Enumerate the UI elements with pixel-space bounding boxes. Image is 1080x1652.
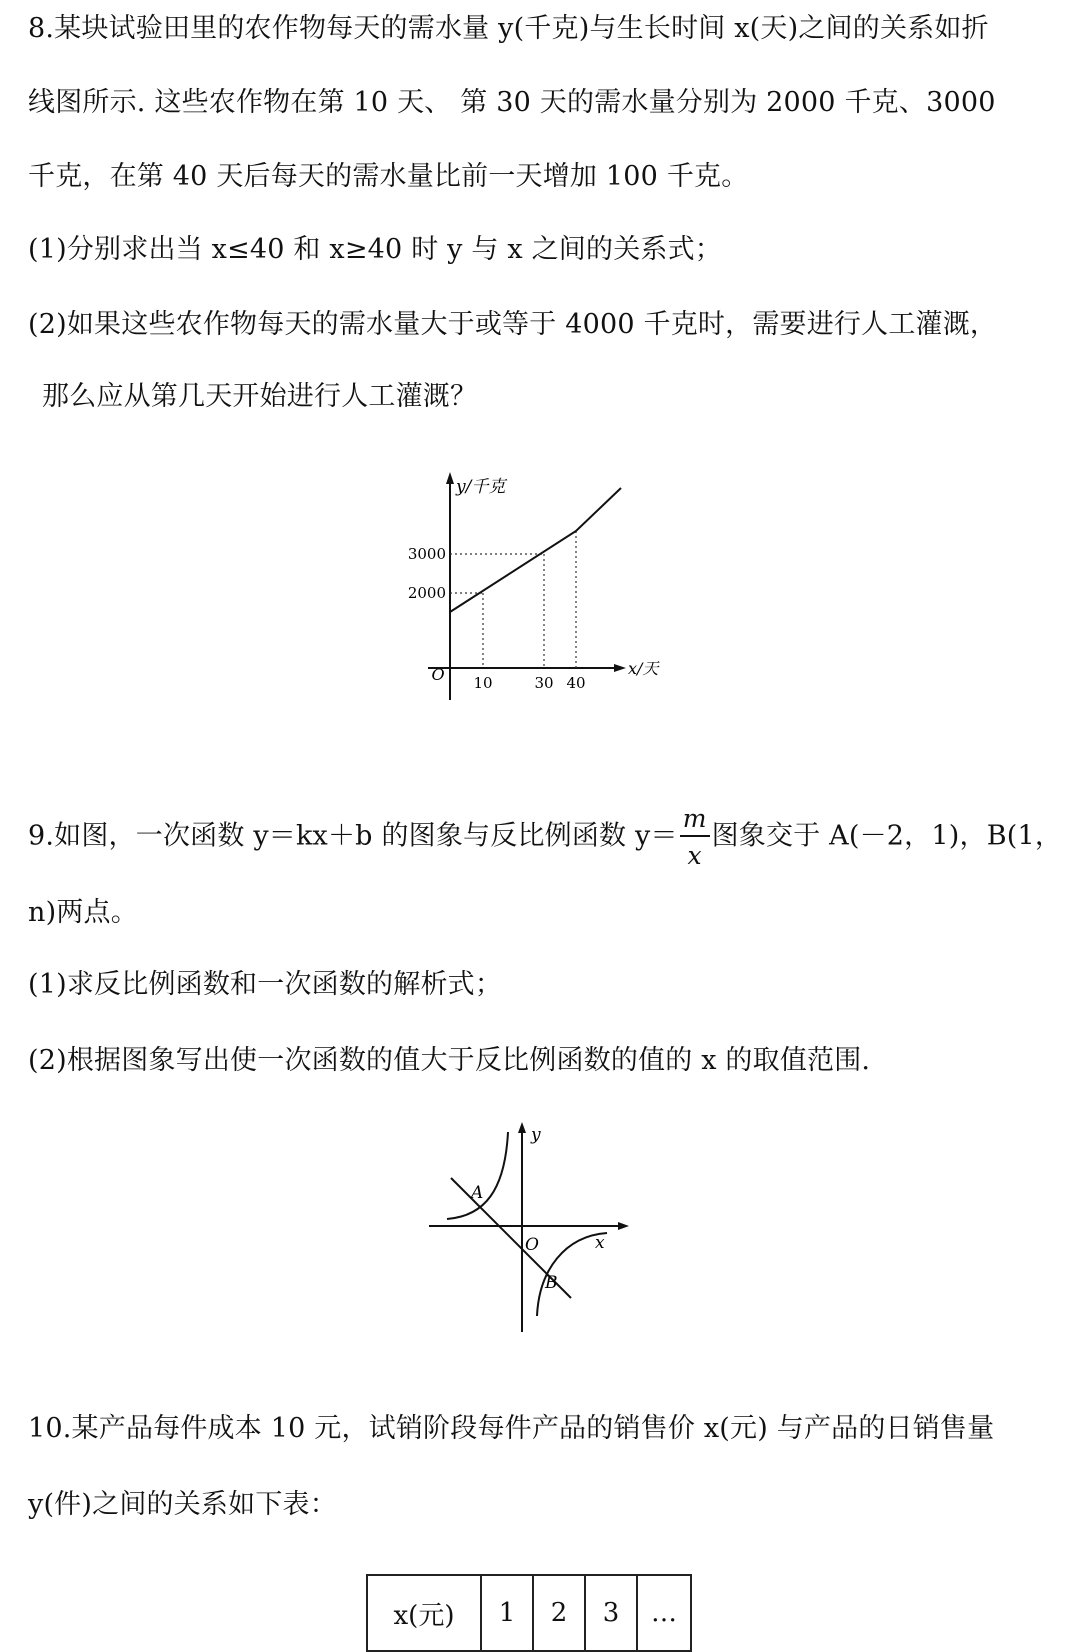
q8-y-tick-2000: 2000 [407, 584, 446, 602]
q8-x-tick-40: 40 [566, 674, 586, 692]
q10-table-cell: … [637, 1575, 691, 1651]
q8-y-axis-label: y/千克 [456, 477, 506, 497]
q8-x-axis-label: x/天 [628, 659, 659, 678]
q9-x-label: x [595, 1233, 605, 1253]
q9-y-arrow [518, 1122, 526, 1133]
q8-x-arrow [614, 664, 626, 672]
q9-y-label: y [531, 1125, 541, 1145]
q9-line-1 [28, 806, 1062, 868]
q10-table-cell: 3 [585, 1575, 637, 1651]
q10-line-1: 10.某产品每件成本 10 元，试销阶段每件产品的销售价 x(元) 与产品的日销售量 [28, 1413, 995, 1444]
q8-y-tick-3000: 3000 [407, 545, 446, 563]
q9-line-1-post: 图象交于 A(－2，1)，B(1， [711, 820, 1063, 852]
q8-line-2: 线图所示. 这些农作物在第 10 天、 第 30 天的需水量分别为 2000 千克、3000 [28, 87, 996, 118]
q9-part-1: (1)求反比例函数和一次函数的解析式； [28, 969, 503, 1000]
q9-point-a-label: A [471, 1183, 484, 1203]
table-row [367, 1575, 691, 1651]
q10-table-header-cell: x(元) [367, 1575, 481, 1651]
q9-hyperbola-branch-left [447, 1132, 508, 1219]
q8-part-2: (2)如果这些农作物每天的需水量大于或等于 4000 千克时，需要进行人工灌溉， [28, 309, 998, 340]
q9-line-1-pre: 9.如图，一次函数 y＝kx＋b 的图象与反比例函数 y＝ [28, 820, 678, 852]
q8-line-3: 千克，在第 40 天后每天的需水量比前一天增加 100 千克。 [28, 161, 749, 192]
q9-function-graph [425, 1120, 635, 1334]
q8-part-2-cont: 那么应从第几天开始进行人工灌溉？ [42, 381, 478, 412]
q10-table-cell: 2 [533, 1575, 585, 1651]
q10-price-table [366, 1574, 692, 1652]
q10-line-2: y(件)之间的关系如下表： [28, 1489, 337, 1520]
q9-origin-label: O [525, 1235, 539, 1255]
q9-fraction-denominator: x [687, 841, 702, 870]
q8-x-tick-10: 10 [473, 674, 493, 692]
q10-table-cell: 1 [481, 1575, 533, 1651]
q9-x-arrow [618, 1222, 629, 1230]
q8-line-graph [380, 470, 680, 702]
q9-line-2: n)两点。 [28, 897, 138, 928]
q8-part-1: (1)分别求出当 x≤40 和 x≥40 时 y 与 x 之间的关系式； [28, 234, 722, 265]
q8-y-arrow [446, 472, 454, 484]
q8-origin-label: O [431, 665, 445, 684]
q9-point-b-label: B [545, 1273, 558, 1293]
q9-fraction [680, 806, 710, 868]
q9-part-2: (2)根据图象写出使一次函数的值大于反比例函数的值的 x 的取值范围. [28, 1045, 871, 1076]
q8-line-1: 8.某块试验田里的农作物每天的需水量 y(千克)与生长时间 x(天)之间的关系如折 [28, 13, 989, 44]
q8-x-tick-30: 30 [534, 674, 554, 692]
q9-fraction-numerator: m [680, 806, 710, 837]
